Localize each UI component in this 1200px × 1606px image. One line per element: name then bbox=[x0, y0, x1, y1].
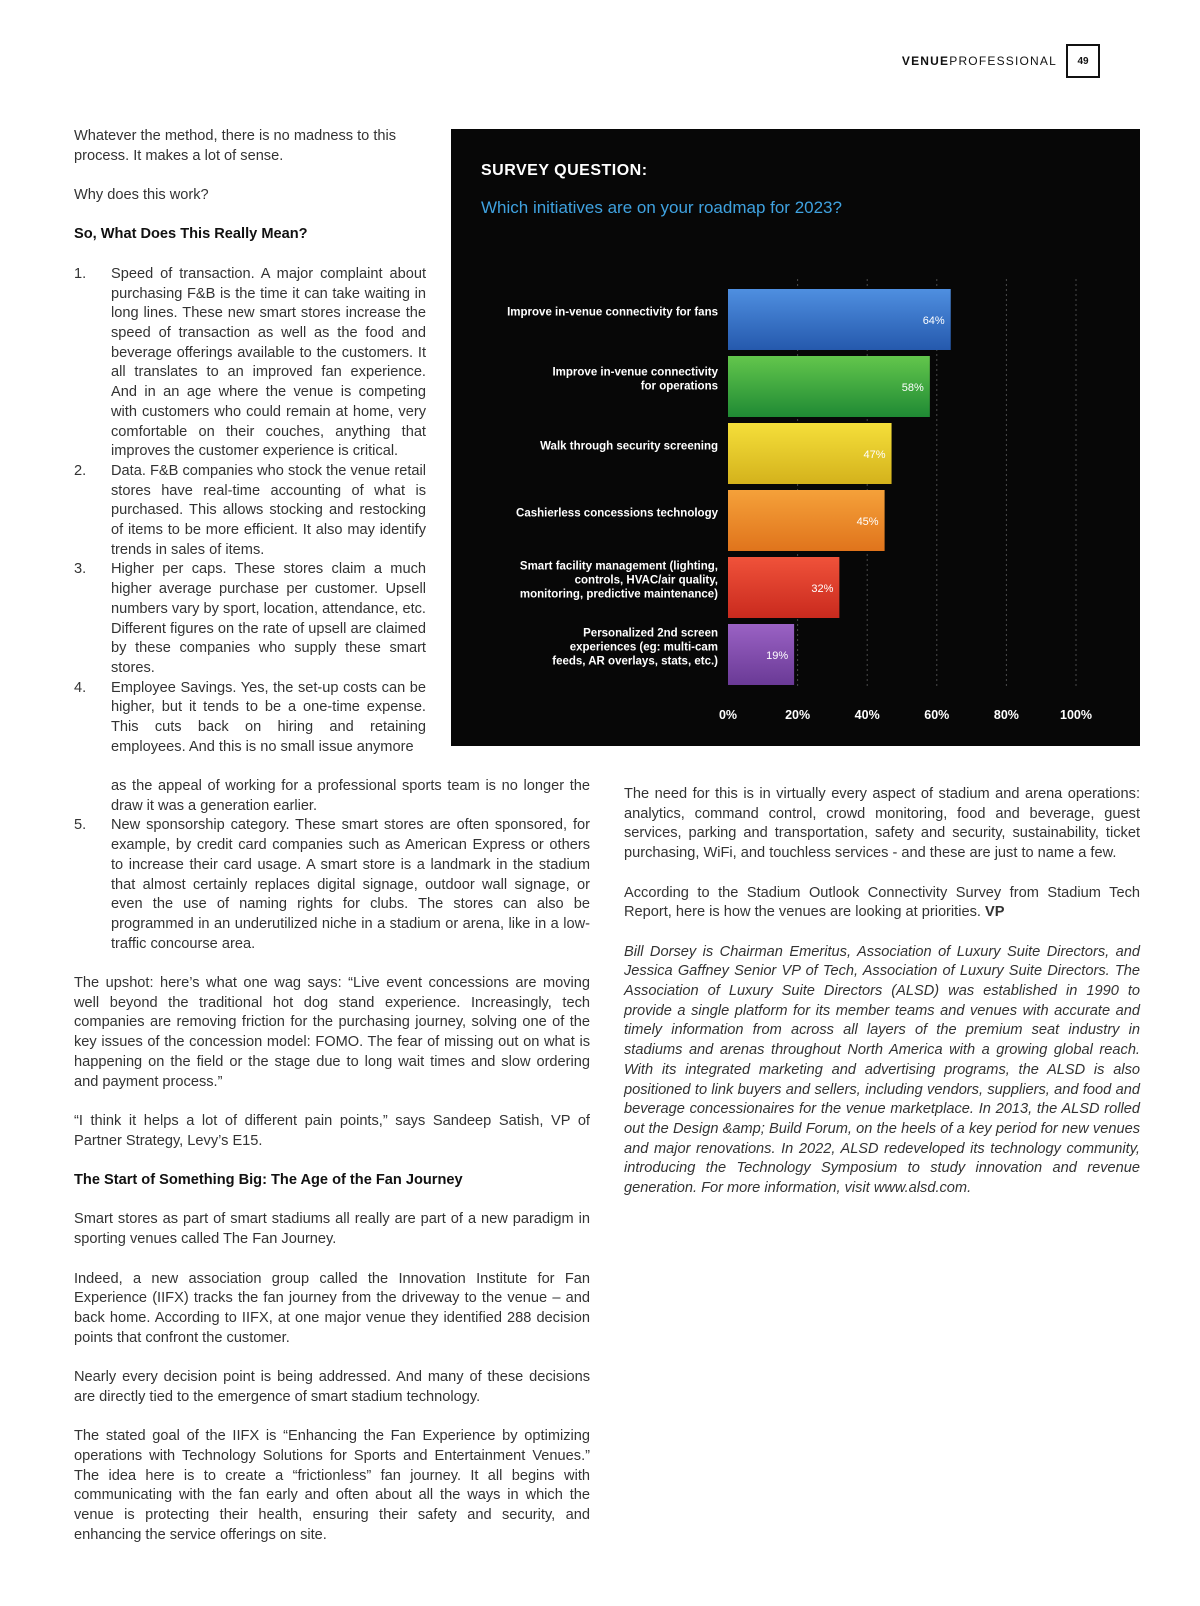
bar-value-label: 45% bbox=[856, 516, 879, 528]
benefits-list-continued bbox=[74, 777, 590, 954]
publication-brand: VENUEPROFESSIONAL bbox=[901, 54, 1057, 68]
upshot-paragraph: The upshot: here’s what one wag says: “Live event concessions are moving well beyond the traditional hot dog stand experience. Increasingly, tech companies are removing friction for the purchasing journey, solving one of the key issues of the concession model: FOMO. The fear of missing out on what is happening on the field or the stage due to long wait times and slow ordering and payment process.” bbox=[74, 975, 590, 1090]
bar-value-label: 47% bbox=[863, 449, 886, 461]
list-text: Employee Savings. Yes, the set-up costs can be higher, but it tends to be a one-time expense. This cuts back on hiring and retaining employees. And this is no small issue anymore bbox=[111, 679, 426, 755]
body-paragraph: Indeed, a new association group called the Innovation Institute for Fan Experience (IIFX) tracks the fan journey from the driveway to the venue – and back home. According to IIFX, at one major venue they identified 288 decision points that confront the customer. bbox=[74, 1270, 590, 1346]
bar-chart bbox=[451, 129, 1140, 746]
benefits-list bbox=[74, 265, 426, 758]
bar bbox=[728, 289, 951, 350]
body-paragraph: The stated goal of the IIFX is “Enhancing the Fan Experience by optimizing operations with Technology Solutions for Sports and Entertainment Venues.” The idea here is to create a “frictionless” fan journey. It all begins with communicating with the fan early and often about all the ways in which the venue is protecting their health, ensuring their safety and security, and enhancing the service offerings on site. bbox=[74, 1428, 590, 1543]
page-number: 49 bbox=[1066, 44, 1100, 78]
bar-value-label: 64% bbox=[922, 315, 945, 327]
category-label: Improve in-venue connectivity for fans bbox=[507, 306, 718, 319]
bar-value-label: 32% bbox=[811, 583, 834, 595]
x-tick-label: 100% bbox=[1060, 708, 1092, 722]
list-text: Data. F&B companies who stock the venue retail stores have real-time accounting of what is purchased. This allows stocking and restocking of items to be more efficient. It also may identify trends in sales of items. bbox=[111, 462, 426, 558]
chart-subtitle: Which initiatives are on your roadmap for 2023? bbox=[481, 198, 842, 217]
list-text: as the appeal of working for a professional sports team is no longer the draw it was a generation earlier. bbox=[111, 778, 590, 814]
category-label: Walk through security screening bbox=[540, 440, 718, 453]
end-mark: VP bbox=[985, 904, 1005, 921]
x-tick-label: 0% bbox=[718, 708, 738, 722]
section-heading-fan-journey: The Start of Something Big: The Age of the Fan Journey bbox=[74, 1172, 463, 1189]
section-heading-meaning: So, What Does This Really Mean? bbox=[74, 226, 308, 243]
chart-title: SURVEY QUESTION: bbox=[481, 162, 648, 179]
body-paragraph: According to the Stadium Outlook Connectivity Survey from Stadium Tech Report, here is how the venues are looking at priorities. VP bbox=[624, 884, 1140, 921]
question-paragraph: Why does this work? bbox=[74, 187, 209, 204]
author-bio: Bill Dorsey is Chairman Emeritus, Association of Luxury Suite Directors, and Jessica Gaffney Senior VP of Tech, Association of Luxury Suite Directors. The Association of Luxury Suite Directors (ALSD) was established in 1990 to provide a single platform for its member teams and venues with accurate and timely information from across all layers of the premium seat industry in stadiums and arenas throughout North America with a growing global reach. With its integrated marketing and advertising programs, the ALSD is also positioned to link buyers and sellers, including vendors, suppliers, and food and beverage concessionaires for the venue marketplace. In 2013, the ALSD rolled out the Design &amp; Build Forum, on the heels of a key period for new venues and major renovations. In 2022, ALSD redeveloped its technology community, introducing the Technology Symposium to study innovation and revenue generation. For more information, visit www.alsd.com. bbox=[624, 943, 1140, 1197]
right-column bbox=[624, 785, 1140, 1218]
x-tick-label: 80% bbox=[993, 708, 1019, 722]
body-paragraph: Smart stores as part of smart stadiums all really are part of a new paradigm in sporting venues called The Fan Journey. bbox=[74, 1211, 590, 1248]
list-number: 4. bbox=[74, 679, 87, 696]
x-tick-label: 20% bbox=[785, 708, 811, 722]
body-paragraph: Nearly every decision point is being addressed. And many of these decisions are directly tied to the emergence of smart stadium technology. bbox=[74, 1369, 590, 1405]
x-tick-label: 60% bbox=[924, 708, 950, 722]
quote-paragraph: “I think it helps a lot of different pain points,” says Sandeep Satish, VP of Partner Strategy, Levy’s E15. bbox=[74, 1112, 590, 1149]
body-paragraph: The need for this is in virtually every aspect of stadium and arena operations: analytics, command control, crowd monitoring, food and beverage, guest services, parking and transportation, safety and security, sustainability, ticket purchasing, WiFi, and touchless services - and these are just to name a few. bbox=[624, 786, 1140, 862]
left-column-bottom bbox=[74, 777, 590, 1565]
list-item bbox=[74, 265, 426, 462]
bars bbox=[728, 289, 951, 685]
category-label: Personalized 2nd screen experiences (eg: multi-cam feeds, AR overlays, stats, etc.) bbox=[552, 627, 718, 668]
list-number: 3. bbox=[74, 561, 87, 578]
list-item bbox=[74, 679, 426, 758]
bar-value-label: 58% bbox=[901, 382, 924, 394]
list-number: 1. bbox=[74, 265, 87, 282]
intro-paragraph: Whatever the method, there is no madness to this process. It makes a lot of sense. bbox=[74, 128, 397, 164]
left-column-top bbox=[74, 127, 426, 777]
category-label: Smart facility management (lighting, controls, HVAC/air quality, monitoring, predictive maintenance) bbox=[519, 560, 718, 601]
list-text: New sponsorship category. These smart stores are often sponsored, for example, by credit card companies such as American Express or others to increase their card usage. A smart store is a landmark in the stadium that almost certainly replaces digital signage, outdoor wall signage, or even the use of naming rights for clubs. The stores can also be programmed in an underutilized niche in a stadium or arena, like in a low-traffic concourse area. bbox=[111, 817, 590, 952]
x-tick-label: 40% bbox=[854, 708, 880, 722]
category-label: Cashierless concessions technology bbox=[516, 507, 718, 520]
list-item bbox=[74, 816, 590, 954]
list-text: Speed of transaction. A major complaint about purchasing F&B is the time it can take waiting in long lines. These new smart stores increase the speed of transaction as well as the food and beverage offerings available to the customers. It all translates to an improved fan experience. And in an age where the venue is competing with customers who could remain at home, very comfortable on their couches, anything that improves the customer experience is critical. bbox=[111, 265, 426, 460]
list-item bbox=[74, 777, 590, 816]
list-number: 2. bbox=[74, 462, 87, 479]
bar-value-label: 19% bbox=[766, 650, 789, 662]
x-axis-ticks bbox=[719, 708, 1092, 722]
category-label: Improve in-venue connectivity for operations bbox=[552, 366, 718, 393]
list-item bbox=[74, 560, 426, 678]
list-number: 5. bbox=[74, 817, 87, 834]
category-labels bbox=[507, 307, 718, 668]
survey-chart bbox=[451, 129, 1140, 746]
list-text: Higher per caps. These stores claim a much higher average purchase per customer. Upsell numbers vary by sport, location, attendance, etc. Different figures on the rate of upsell are claimed by these companies who supply these smart stores. bbox=[111, 561, 426, 676]
bar bbox=[728, 356, 930, 417]
page-header bbox=[902, 44, 1100, 78]
list-item bbox=[74, 462, 426, 561]
